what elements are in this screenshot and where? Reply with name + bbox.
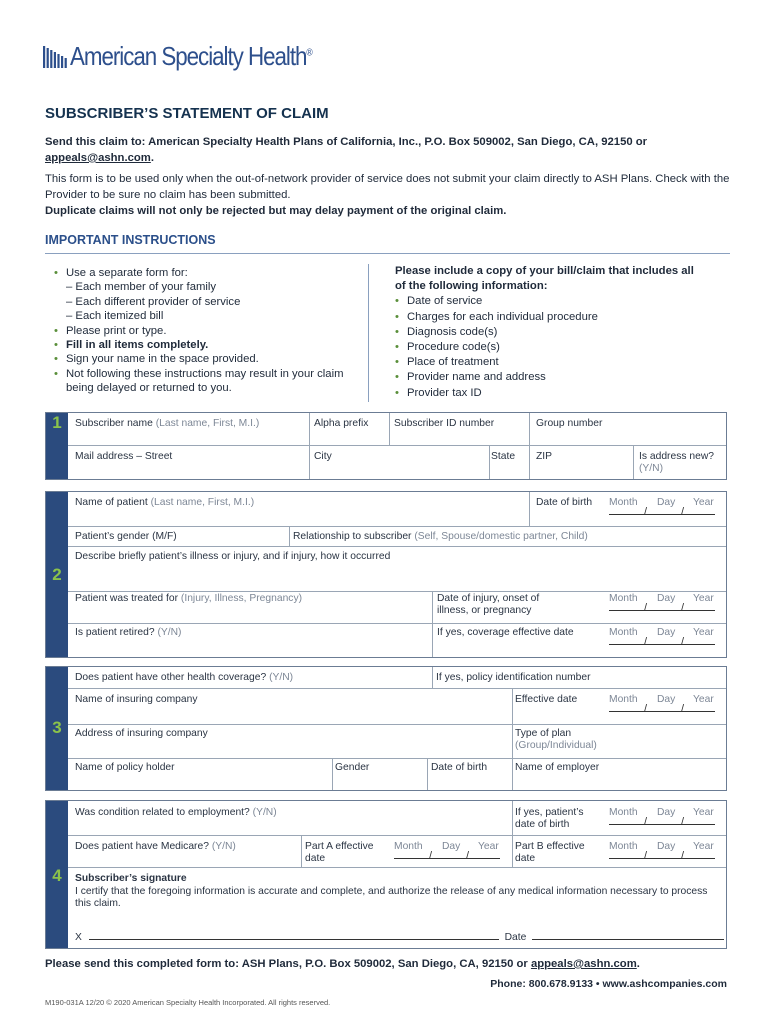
section-number: 1 bbox=[52, 413, 62, 432]
instruction-item: – Each member of your family bbox=[66, 281, 217, 294]
appeals-email-link[interactable]: appeals@ashn.com bbox=[45, 152, 151, 164]
section-number: 4 bbox=[52, 866, 62, 885]
retired-field[interactable]: Is patient retired? (Y/N) bbox=[75, 627, 182, 638]
contact-info: Phone: 800.678.9133 • www.ashcompanies.com bbox=[490, 978, 727, 990]
zip-field[interactable]: ZIP bbox=[536, 451, 553, 462]
instruction-item: • Sign your name in the space provided. bbox=[54, 352, 344, 366]
address-new-field[interactable]: Is address new? (Y/N) bbox=[639, 451, 714, 474]
effective-date-field[interactable]: Effective date bbox=[515, 694, 578, 705]
requirement-item: • Charges for each individual procedure bbox=[395, 310, 695, 325]
subscriber-id-field[interactable]: Subscriber ID number bbox=[394, 418, 495, 429]
section-number: 3 bbox=[52, 718, 62, 737]
footer-email-link[interactable]: appeals@ashn.com bbox=[530, 958, 637, 970]
instruction-item: • Fill in all items completely. bbox=[54, 338, 344, 352]
divider bbox=[45, 253, 730, 254]
signature-title: Subscriber’s signature bbox=[75, 873, 187, 884]
signature-certification: I certify that the foregoing information is accurate and complete, and authorize the release of any medical information necessary to process this claim. bbox=[75, 886, 708, 909]
instructions-list bbox=[54, 266, 344, 396]
part-a-date-field[interactable]: Part A effective date bbox=[305, 841, 374, 864]
instruction-item: • Please print or type. bbox=[54, 324, 344, 338]
holder-dob-field[interactable]: Date of birth bbox=[431, 762, 488, 773]
group-number-field[interactable]: Group number bbox=[536, 418, 603, 429]
ash-logo-icon bbox=[43, 44, 67, 70]
instruction-item: – Each different provider of service bbox=[66, 295, 241, 308]
mail-address-field[interactable]: Mail address – Street bbox=[75, 451, 173, 462]
intro-text: This form is to be used only when the out-of-network provider of service does not submit your claim directly to ASH Plans. Check with the Provider to be sure no claim has been submitted. Duplicate claims will not only be rejected but may delay payment of the original claim. bbox=[45, 173, 730, 217]
logo bbox=[43, 41, 351, 72]
form-code: M190-031A 12/20 © 2020 American Specialty Health Incorporated. All rights reserved. bbox=[45, 998, 331, 1007]
patient-dob-field[interactable]: Date of birth bbox=[536, 497, 593, 508]
city-field[interactable]: City bbox=[314, 451, 332, 462]
instruction-item: – Each itemized bill bbox=[66, 310, 164, 323]
requirement-item: • Procedure code(s) bbox=[395, 340, 695, 355]
signature-date-label: Date bbox=[504, 932, 527, 943]
requirement-item: • Place of treatment bbox=[395, 355, 695, 370]
plan-type-field[interactable]: Type of plan (Group/Individual) bbox=[515, 728, 597, 751]
section-patient: 2 Name of patient (Last name, First, M.I.) Date of birth Month Day Year / / Patient’s gender (M/F) Relationship to subscriber (Self, Spouse/domestic partner, Child) Describe briefly patient’s illness or injury, and if injury, how it occurred Patient was treated for (Injury, Illness, Pregnancy) Date of injury, onset of illness, or pregnancy Month Day Year / / Is patient retired? (Y/N) If yes, coverage effective date Month Day Year / / bbox=[45, 491, 727, 658]
onset-date-field[interactable]: Date of injury, onset of illness, or pregnancy bbox=[437, 593, 540, 616]
requirement-item: • Date of service bbox=[395, 294, 695, 309]
instruction-item: • Not following these instructions may result in your claim being delayed or returned to you. bbox=[54, 367, 344, 396]
instructions-divider bbox=[368, 264, 369, 402]
other-coverage-field[interactable]: Does patient have other health coverage? (Y/N) bbox=[75, 672, 294, 683]
insuring-company-field[interactable]: Name of insuring company bbox=[75, 694, 198, 705]
employment-related-field[interactable]: Was condition related to employment? (Y/N) bbox=[75, 807, 277, 818]
illness-description-field[interactable]: Describe briefly patient’s illness or injury, and if injury, how it occurred bbox=[75, 551, 391, 562]
signature-line[interactable]: X Date bbox=[75, 930, 724, 944]
logo-wordmark: American Specialty Health® bbox=[70, 41, 312, 71]
patient-name-field[interactable]: Name of patient (Last name, First, M.I.) bbox=[75, 497, 255, 508]
alpha-prefix-field[interactable]: Alpha prefix bbox=[314, 418, 369, 429]
send-to: Send this claim to: American Specialty Health Plans of California, Inc., P.O. Box 509002, San Diego, CA, 92150 or appeals@ashn.com. bbox=[45, 136, 648, 164]
treated-for-field[interactable]: Patient was treated for (Injury, Illness, Pregnancy) bbox=[75, 593, 303, 604]
policy-id-field[interactable]: If yes, policy identification number bbox=[436, 672, 591, 683]
relationship-field[interactable]: Relationship to subscriber (Self, Spouse/domestic partner, Child) bbox=[293, 531, 588, 542]
section-subscriber bbox=[45, 412, 727, 480]
requirement-item: • Provider name and address bbox=[395, 370, 695, 385]
section-other-coverage: 3 Does patient have other health coverage? (Y/N) If yes, policy identification number Name of insuring company Effective date Month Day Year / / Address of insuring company Type of plan (Group/Individual) Name of policy holder Gender Date of birth Name of employer bbox=[45, 666, 727, 791]
form-title: SUBSCRIBER’S STATEMENT OF CLAIM bbox=[45, 105, 329, 122]
state-field[interactable]: State bbox=[491, 451, 516, 462]
instruction-item: • Use a separate form for: bbox=[54, 266, 344, 280]
requirement-item: • Diagnosis code(s) bbox=[395, 325, 695, 340]
patient-dob-employment-field[interactable]: If yes, patient’s date of birth bbox=[515, 807, 584, 830]
employer-field[interactable]: Name of employer bbox=[515, 762, 600, 773]
insurer-address-field[interactable]: Address of insuring company bbox=[75, 728, 208, 739]
policy-holder-field[interactable]: Name of policy holder bbox=[75, 762, 175, 773]
requirement-item: • Provider tax ID bbox=[395, 386, 695, 401]
medicare-field[interactable]: Does patient have Medicare? (Y/N) bbox=[75, 841, 236, 852]
subscriber-name-field[interactable]: Subscriber name (Last name, First, M.I.) bbox=[75, 418, 260, 429]
send-completed-form: Please send this completed form to: ASH Plans, P.O. Box 509002, San Diego, CA, 92150 or appeals@ashn.com. bbox=[45, 958, 640, 970]
patient-gender-field[interactable]: Patient’s gender (M/F) bbox=[75, 531, 177, 542]
section-signature: 4 Was condition related to employment? (Y/N) If yes, patient’s date of birth Month Day Year / / Does patient have Medicare? (Y/N) Part A effective date Month Day Year / / Part B effective date Month Day Year / / Subscriber’s signature I certify that the foregoing information is accurate and complete, and authorize the release of any medical information necessary to process this claim. X Date bbox=[45, 800, 727, 949]
section-number: 2 bbox=[52, 565, 62, 584]
bill-requirements: Please include a copy of your bill/claim that includes all of the following information: • Date of service • Charges for each individual procedure • Diagnosis code(s) • Procedure code(s) • Place of treatment • Provider name and address • Provider tax ID bbox=[395, 264, 695, 401]
part-b-date-field[interactable]: Part B effective date bbox=[515, 841, 585, 864]
coverage-date-field[interactable]: If yes, coverage effective date bbox=[437, 627, 574, 638]
holder-gender-field[interactable]: Gender bbox=[335, 762, 370, 773]
instructions-heading: IMPORTANT INSTRUCTIONS bbox=[45, 233, 216, 247]
